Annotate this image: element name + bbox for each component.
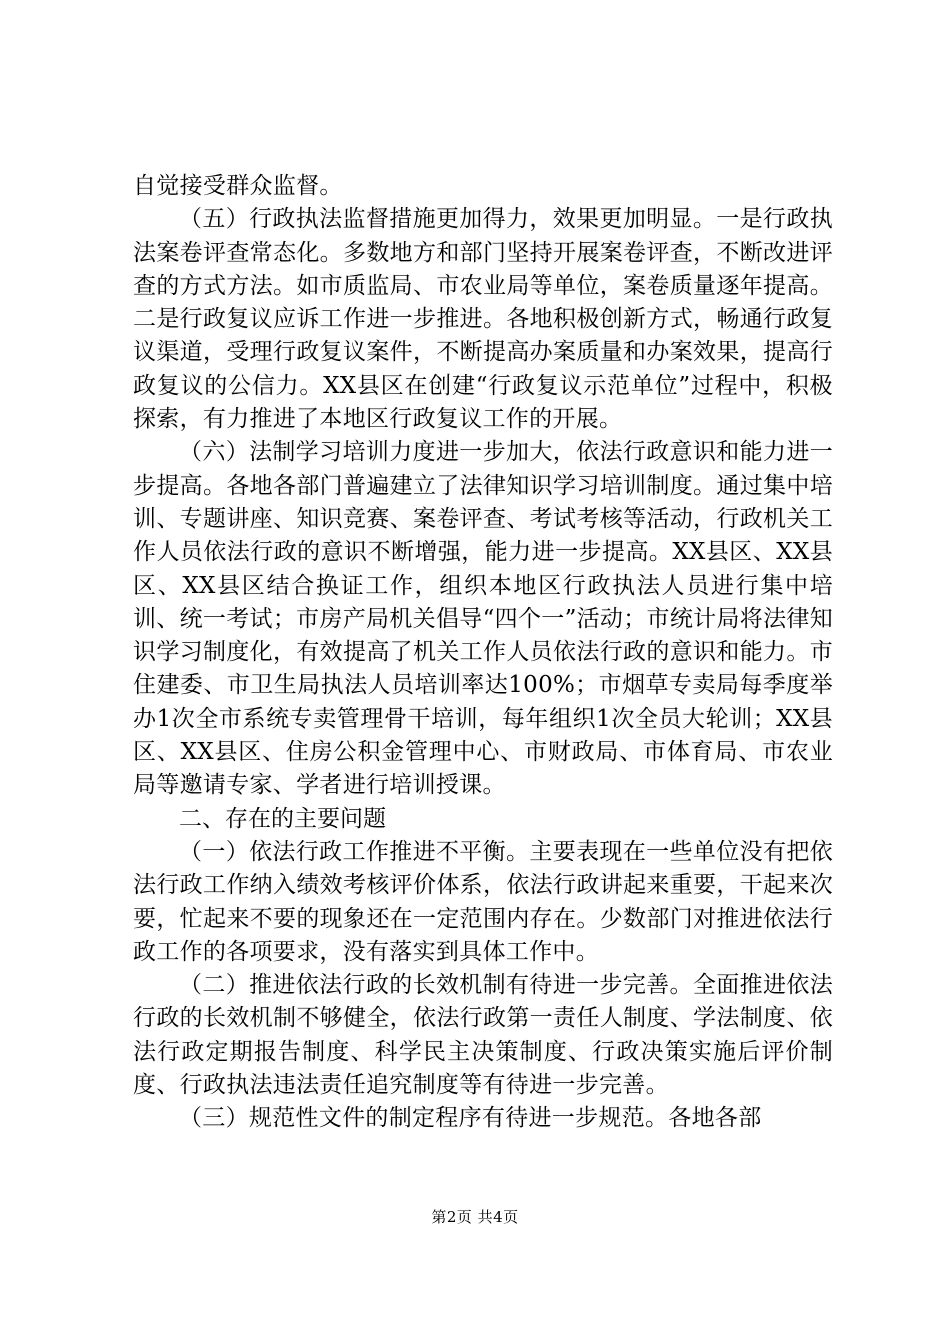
paragraph-section-6: （六）法制学习培训力度进一步加大，依法行政意识和能力进一步提高。各地各部门普遍建立了法律知识学习培训制度。通过集中培训、专题讲座、知识竞赛、案卷评查、考试考核等活动，行政机关工作人员依法行政的意识不断增强，能力进一步提高。XX县区、XX县区、XX县区结合换证工作，组织本地区行政执法人员进行集中培训、统一考试；市房产局机关倡导“四个一”活动；市统计局将法律知识学习制度化，有效提高了机关工作人员依法行政的意识和能力。市住建委、市卫生局执法人员培训率达100%；市烟草专卖局每季度举办1次全市系统专卖管理骨干培训，每年组织1次全员大轮训；XX县区、XX县区、住房公积金管理中心、市财政局、市体育局、市农业局等邀请专家、学者进行培训授课。: [133, 439, 833, 799]
paragraph-section-5: （五）行政执法监督措施更加得力，效果更加明显。一是行政执法案卷评查常态化。多数地方和部门坚持开展案卷评查，不断改进评查的方式方法。如市质监局、市农业局等单位，案卷质量逐年提高。二是行政复议应诉工作进一步推进。各地积极创新方式，畅通行政复议渠道，受理行政复议案件，不断提高办案质量和办案效果，提高行政复议的公信力。XX县区在创建“行政复议示范单位”过程中，积极探索，有力推进了本地区行政复议工作的开展。: [133, 206, 833, 433]
document-body: [133, 170, 833, 1136]
page-footer: [0, 1206, 950, 1227]
page-number: 第2页 共4页: [431, 1208, 519, 1226]
paragraph-problem-2: （二）推进依法行政的长效机制有待进一步完善。全面推进依法行政的长效机制不够健全，依法行政第一责任人制度、学法制度、依法行政定期报告制度、科学民主决策制度、行政决策实施后评价制度、行政执法违法责任追究制度等有待进一步完善。: [133, 972, 833, 1099]
section-heading-problems: 二、存在的主要问题: [179, 805, 386, 832]
paragraph-continuation: 自觉接受群众监督。: [133, 173, 343, 199]
paragraph-problem-1: （一）依法行政工作推进不平衡。主要表现在一些单位没有把依法行政工作纳入绩效考核评价体系，依法行政讲起来重要，干起来次要，忙起来不要的现象还在一定范围内存在。少数部门对推进依法行政工作的各项要求，没有落实到具体工作中。: [133, 838, 833, 965]
paragraph-problem-3: （三）规范性文件的制定程序有待进一步规范。各地各部: [179, 1105, 762, 1132]
